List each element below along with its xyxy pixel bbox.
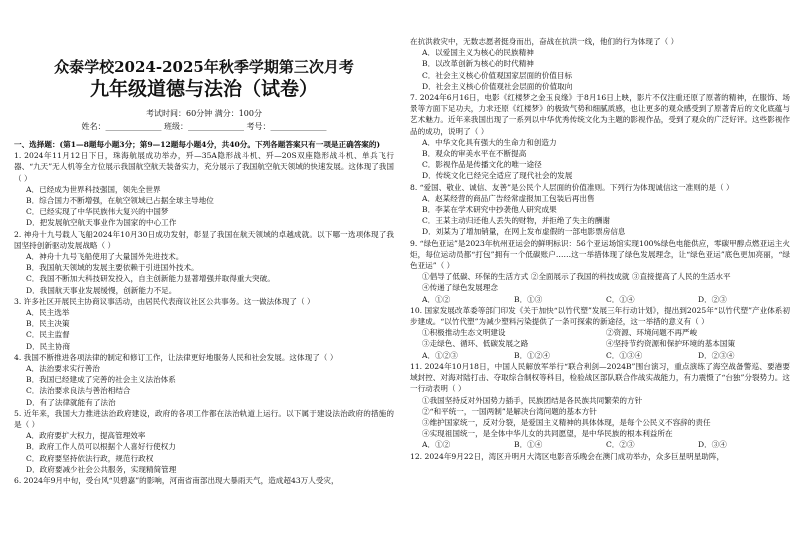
left-column <box>14 0 394 560</box>
option-item: A．①② <box>422 440 451 450</box>
answer-option: D．刘某为了增加销量，在网上发布虚假的一部电影票房信息 <box>422 227 626 237</box>
right-questions <box>410 36 790 462</box>
answer-option: B．我国已经建成了完善的社会主义法治体系 <box>26 375 176 385</box>
question-stem: 2. 神舟十九号载人飞船2024年10月30日成功发射，彰显了我国在航天领域的卓越成就。以下哪一选项体现了我国坚持创新驱动发展战略（ ） <box>14 229 394 250</box>
answer-option: C．社会主义核心价值观国家层面的价值目标 <box>422 70 573 80</box>
option-row <box>410 350 790 361</box>
answer-option: B．我国航天领域的发展主要依赖于引进国外技术。 <box>26 263 199 273</box>
question-stem: 9. “绿色亚运”是2023年杭州亚运会的鲜明标识：56个亚运场馆实现100%绿色电能供应，零碳甲醇点燃亚运主火炬，每位运动员都“打包”拥有一个低碳账户……这一举措体现了绿色发展理念，让“绿色亚运”底色更加亮丽，“绿色亚运”（ ） <box>410 238 790 271</box>
answer-option: D．民主协商 <box>26 341 71 351</box>
question-stem: 4. 我国不断推进各项法律的制定和修订工作，让法律更好地服务人民和社会发展。这体现了（ ） <box>14 352 338 362</box>
answer-option: ④传递了绿色发展理念 <box>422 283 498 293</box>
answer-option: C．法治要求良法与善治相结合 <box>26 386 131 396</box>
answer-option: C．已经实现了中华民族伟大复兴的中国梦 <box>26 207 169 217</box>
answer-option: ④实现祖国统一，是全体中华儿女的共同愿望，是中华民族的根本利益所在 <box>422 429 673 439</box>
answer-option: C．王某主动归还他人丢失的财物，并拒绝了失主的酬谢 <box>422 216 611 226</box>
answer-option: A．已经成为世界科技强国，领先全世界 <box>26 184 161 194</box>
section-heading: 一、选择题：(第1—8题每小题3分；第9—12题每小题4分，共40分。下列各题答案只有一项是正确答案的) <box>14 140 381 149</box>
question-stem: 3. 许多社区开展民主协商议事活动，由居民代表商议社区公共事务。这一做法体现了（ ） <box>14 296 315 306</box>
answer-option: B．李某在学术研究中抄袭他人研究成果 <box>422 205 557 215</box>
answer-option: A．以爱国主义为核心的民族精神 <box>422 48 534 58</box>
answer-option: B．观众的审美水平在不断提高 <box>422 149 527 159</box>
answer-option: ②“和平统一，一国两制”是解决台湾问题的基本方针 <box>422 406 597 416</box>
answer-option: B．综合国力不断增强，在航空领域已占据全球主导地位 <box>26 196 214 206</box>
option-row <box>410 294 790 305</box>
option-item: ③走绿色、循环、低碳发展之路 <box>422 339 529 349</box>
question-stem: 1. 2024年11月12日下日，珠海航展成功举办，歼—35A隐形战斗机、歼—20S双座隐形战斗机、单兵飞行器、“九天”无人机等全方位展示我国航空航天装备实力，充分展示了我国航空航天领域的快速发展。这体现了我国（ ） <box>14 151 394 183</box>
option-item: B．①②④ <box>514 350 550 360</box>
option-item: C．②③ <box>606 440 635 450</box>
answer-option: D．传统文化已经完全适应了现代社会的发展 <box>422 171 573 181</box>
option-item: A．①② <box>422 294 451 304</box>
option-item: ④坚持节约资源和保护环境的基本国策 <box>606 339 736 349</box>
answer-option: A．中华文化具有强大的生命力和创造力 <box>422 137 557 147</box>
answer-option: D．政府要减少社会公共服务，实现精简管理 <box>26 464 177 474</box>
answer-option: B．以改革创新为核心的时代精神 <box>422 59 534 69</box>
option-item: C．①③④ <box>606 350 643 360</box>
answer-option: D．我国航天事业发展缓慢，创新能力不足。 <box>26 285 177 295</box>
answer-option: A．赵某经营的商品广告经常虚报加工包装后再出售 <box>422 193 595 203</box>
left-questions <box>14 139 394 486</box>
question-stem: 10. 国家发展改革委等部门印发《关于加快“以竹代塑”发展三年行动计划》，提出到2025年“以竹代塑”产业体系初步建成。“以竹代塑”为减少塑料污染提供了一条可探索的新途径，这一举措的意义有（ ） <box>410 305 790 327</box>
answer-option: B．政府工作人员可以根据个人喜好行使权力 <box>26 442 176 452</box>
answer-option: D．有了法律就能有了法治 <box>26 397 116 407</box>
option-item: B．①③ <box>514 294 543 304</box>
answer-option: D．把发展航空航天事业作为国家的中心工作 <box>26 218 177 228</box>
question-stem: 7. 2024年6月16日，电影《红楼梦之金玉良缘》于8月16日上映，影片不仅注重还原了原著的精神，在服饰、场景等方面下足功夫，力求还原《红楼梦》的极致气势和细腻质感，也让更多的观众感受到了原著背后的文化底蕴与艺术魅力。近年来我国出现了一系列以中华优秀传统文化为主题的影视作品，受到了观众的广泛好评。这些影视作品的成功，说明了（ ） <box>410 93 790 136</box>
exam-student-fields: 姓名：______________ 班级：______________ 考号：______________ <box>81 122 327 131</box>
answer-option: C．我国不断加大科技研发投入，自主创新能力显著增强并取得重大突破。 <box>26 274 275 284</box>
answer-option: ③维护国家统一，反对分裂，是爱国主义精神的具体体现，是每个公民义不容辞的责任 <box>422 417 711 427</box>
answer-option: A．法治要求实行善治 <box>26 364 100 374</box>
answer-option: ①倡导了低碳、环保的生活方式 ②全面展示了我国的科技成就 ③直接提高了人民的生活水平 <box>422 272 731 282</box>
question-stem: 8. “爱国、敬业、诚信、友善”是公民个人层面的价值准则。下列行为体现诚信这一准则的是（ ） <box>410 182 734 192</box>
option-item: D．②③ <box>698 294 727 304</box>
answer-option: ①我国坚持反对外国势力插手，民族团结是各民族共同繁荣的方针 <box>422 395 643 405</box>
answer-option: C．民主监督 <box>26 330 70 340</box>
right-column <box>410 0 790 560</box>
answer-option: C．影视作品是传播文化的唯一途径 <box>422 160 542 170</box>
answer-option: A．民主选举 <box>26 308 70 318</box>
question-stem: 12. 2024年9月22日，湾区升明月大湾区电影音乐晚会在澳门成功举办，众多巨星明星助阵， <box>410 451 725 461</box>
question-stem: 5. 近年来，我国大力推进法治政府建设，政府的各项工作都在法治轨道上运行。以下属于建设法治政府的措施的是（ ） <box>14 408 394 430</box>
option-item: A．①②③ <box>422 350 458 360</box>
answer-option: D．社会主义核心价值观社会层面的价值取向 <box>422 81 573 91</box>
option-item: ①积极推动生态文明建设 <box>422 328 506 338</box>
question-stem: 11. 2024年10月18日，中国人民解放军举行“联合利剑—2024B”围台演习，重点演练了海空战备警巡、要港要域封控、对海对陆打击、夺取综合制权等科目，检验战区部队联合作战实战能力，有力震慑了“台独”分裂势力。这一行动表明（ ） <box>410 361 790 394</box>
question-stem: 在抗洪救灾中，无数志愿者挺身而出，奋战在抗洪一线，他们的行为体现了（ ） <box>410 37 679 46</box>
option-item: C．①④ <box>606 294 635 304</box>
option-item: ②资源、环境问题不再严峻 <box>606 328 698 338</box>
question-stem: 6. 2024年9月中旬，受台风“贝碧嘉”的影响，河南省南部出现大暴雨天气，造成超43万人受灾， <box>14 476 339 486</box>
answer-option: A．神舟十九号飞船使用了大量国外先进技术。 <box>26 252 184 262</box>
option-item: B．①④ <box>514 440 543 450</box>
option-row <box>410 338 790 349</box>
exam-time-score: 考试时间：60分钟 满分：100分 <box>146 109 262 118</box>
option-row <box>410 327 790 338</box>
exam-subject: 九年级道德与法治（试卷） <box>89 78 318 100</box>
answer-option: B．民主决策 <box>26 319 70 329</box>
option-item: D．②③④ <box>698 350 735 360</box>
option-row <box>410 439 790 450</box>
answer-option: C．政府要坚持依法行政，规范行政权 <box>26 453 154 463</box>
exam-title: 众泰学校2024-2025年秋季学期第三次月考 <box>54 58 354 76</box>
answer-option: A．政府要扩大权力，提高管理效率 <box>26 431 146 441</box>
option-item: D．③④ <box>698 440 727 450</box>
